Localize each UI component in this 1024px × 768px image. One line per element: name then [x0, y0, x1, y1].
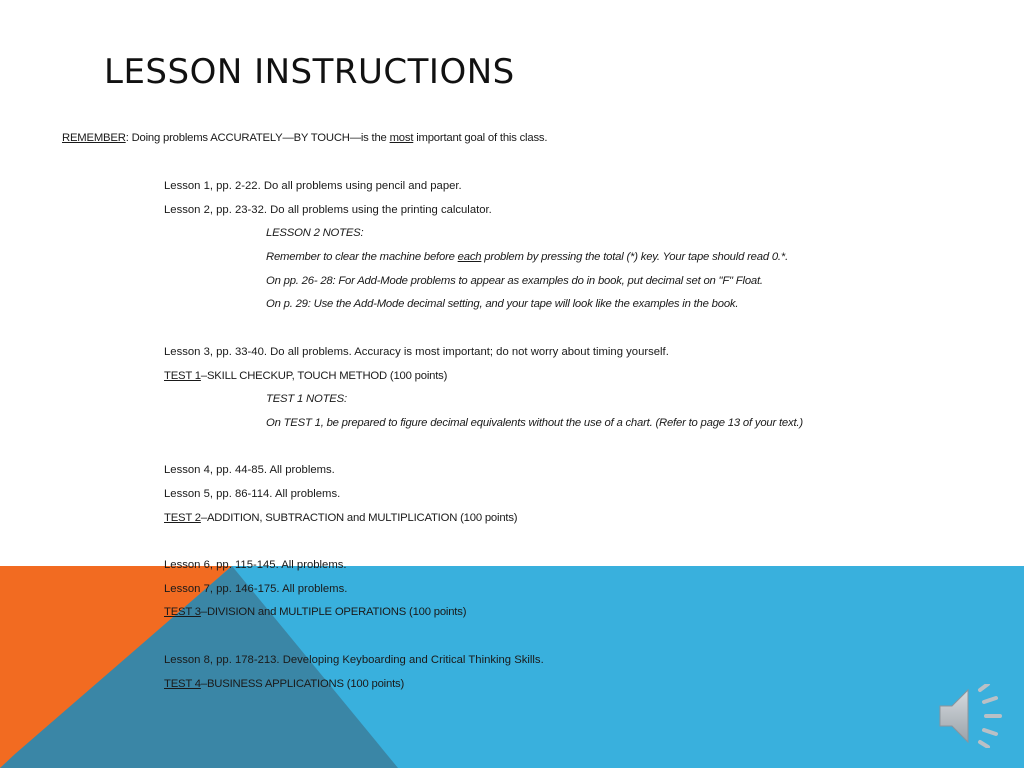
test-2-label: TEST 2 [164, 512, 201, 524]
remember-text-pre: : Doing problems ACCURATELY—BY TOUCH—is the [125, 132, 390, 144]
lesson-7-line: Lesson 7, pp. 146-175. All problems. [164, 583, 348, 595]
test-1-line [164, 369, 447, 383]
test-1-notes-heading: TEST 1 NOTES: [266, 393, 347, 405]
page-title: LESSON INSTRUCTIONS [104, 52, 515, 92]
test-4-description: –BUSINESS APPLICATIONS (100 points) [200, 678, 405, 690]
lesson-1-line: Lesson 1, pp. 2-22. Do all problems using pencil and paper. [164, 180, 462, 192]
speaker-icon[interactable] [936, 684, 1006, 748]
remember-emphasis: most [389, 132, 414, 144]
lesson-6-line: Lesson 6, pp. 115-145. All problems. [164, 559, 347, 571]
lesson-2-notes-heading: LESSON 2 NOTES: [266, 227, 364, 239]
test-3-label: TEST 3 [164, 606, 201, 618]
test-2-line [164, 511, 517, 525]
lesson-2-line: Lesson 2, pp. 23-32. Do all problems using the printing calculator. [164, 204, 492, 216]
test-4-label: TEST 4 [164, 678, 201, 690]
test-3-line [164, 605, 466, 619]
note-clear-pre: Remember to clear the machine before [266, 251, 458, 263]
lesson-2-note-clear [266, 250, 788, 264]
test-4-line [164, 677, 404, 691]
lesson-5-line: Lesson 5, pp. 86-114. All problems. [164, 488, 341, 500]
test-1-label: TEST 1 [164, 370, 201, 382]
remember-line [62, 131, 547, 145]
lesson-8-line: Lesson 8, pp. 178-213. Developing Keyboarding and Critical Thinking Skills. [164, 654, 544, 666]
test-1-note: On TEST 1, be prepared to figure decimal equivalents without the use of a chart. (Refer to page 13 of your text.) [266, 417, 803, 429]
note-clear-post: problem by pressing the total (*) key. Your tape should read 0.*. [481, 251, 789, 263]
test-2-description: –ADDITION, SUBTRACTION and MULTIPLICATION (100 points) [200, 512, 518, 524]
lesson-3-line: Lesson 3, pp. 33-40. Do all problems. Accuracy is most important; do not worry about timing yourself. [164, 346, 669, 358]
lesson-4-line: Lesson 4, pp. 44-85. All problems. [164, 464, 335, 476]
lesson-2-note-add-mode: On p. 29: Use the Add-Mode decimal setting, and your tape will look like the examples in the book. [266, 298, 739, 310]
lesson-2-note-float: On pp. 26- 28: For Add-Mode problems to appear as examples do in book, put decimal set on "F" Float. [266, 275, 763, 287]
remember-label: REMEMBER [62, 132, 126, 144]
remember-text-post: important goal of this class. [413, 132, 548, 144]
test-1-description: –SKILL CHECKUP, TOUCH METHOD (100 points) [200, 370, 448, 382]
test-3-description: –DIVISION and MULTIPLE OPERATIONS (100 points) [200, 606, 467, 618]
note-clear-emphasis: each [457, 251, 482, 263]
